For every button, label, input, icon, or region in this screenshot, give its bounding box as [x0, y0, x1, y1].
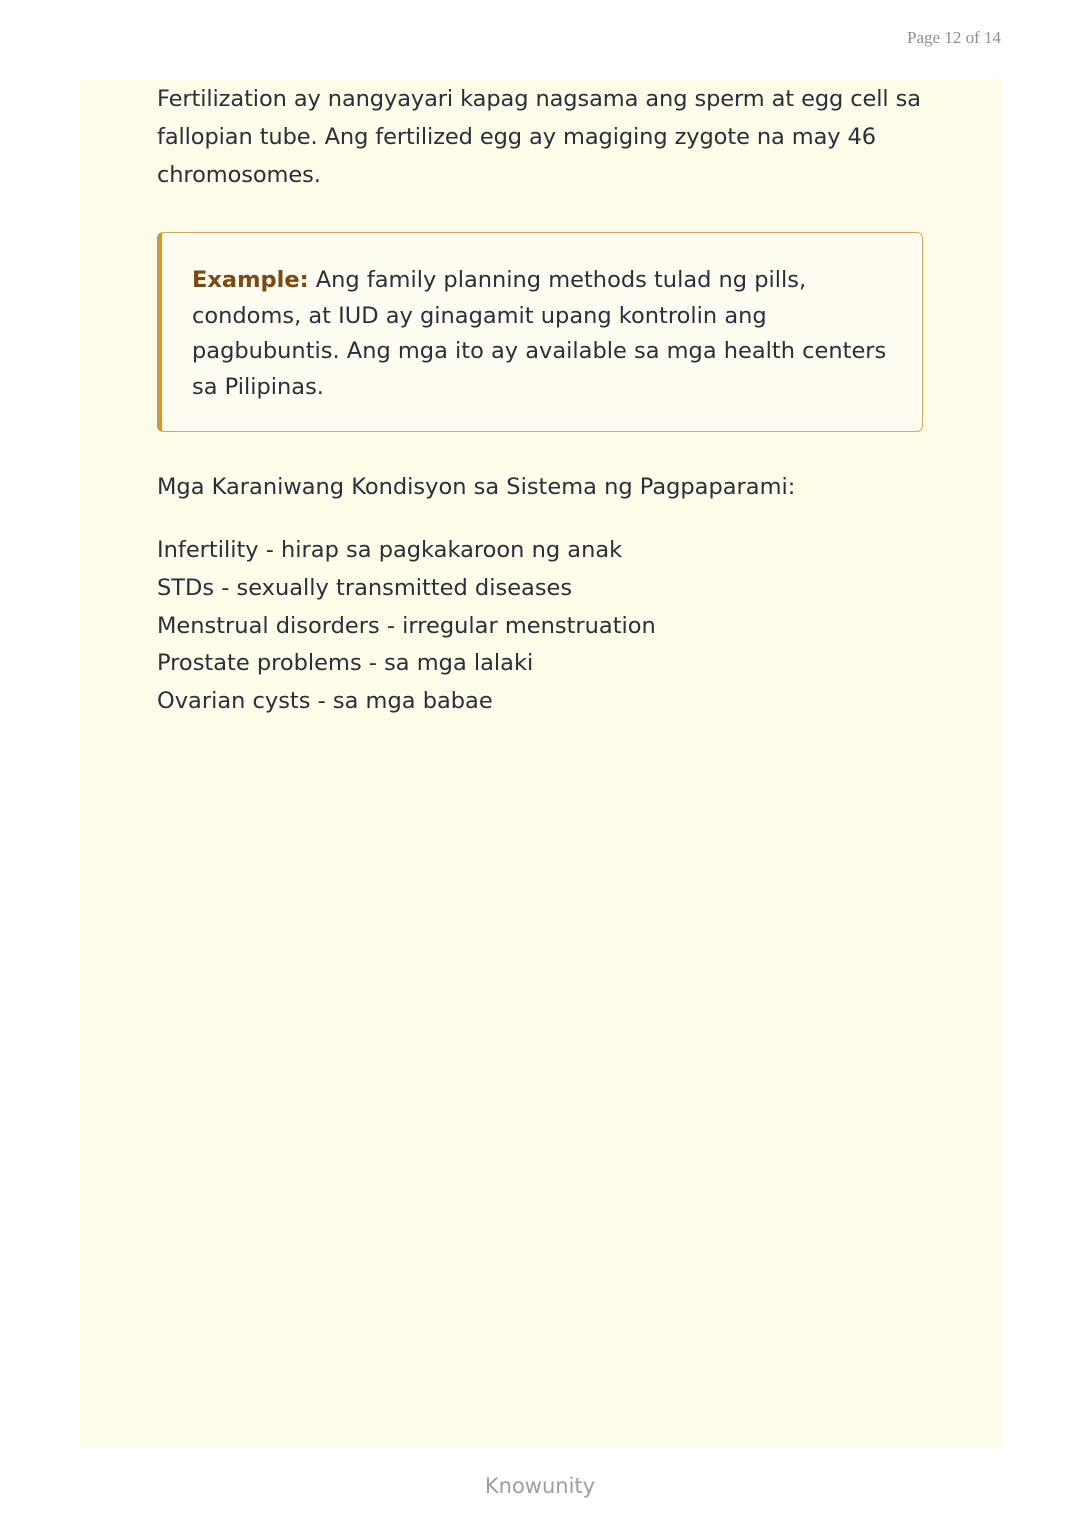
condition-item-menstrual-disorders: Menstrual disorders - irregular menstruation	[157, 612, 656, 639]
condition-item-ovarian-cysts: Ovarian cysts - sa mga babae	[157, 688, 493, 715]
page-number: Page 12 of 14	[907, 28, 1001, 47]
condition-item-prostate-problems: Prostate problems - sa mga lalaki	[157, 650, 534, 677]
footer-brand: Knowunity	[484, 1474, 596, 1498]
example-text	[192, 263, 894, 405]
conditions-list	[157, 532, 924, 721]
example-body: Ang family planning methods tulad ng pills, condoms, at IUD ay ginagamit upang kontrolin ang pagbubuntis. Ang mga ito ay available sa mga health centers sa Pilipinas.	[192, 267, 887, 400]
condition-item-infertility: Infertility - hirap sa pagkakaroon ng anak	[157, 537, 623, 563]
example-callout	[157, 232, 923, 432]
condition-item-stds: STDs - sexually transmitted diseases	[157, 574, 573, 601]
conditions-heading: Mga Karaniwang Kondisyon sa Sistema ng Pagpaparami:	[157, 474, 796, 500]
content-panel	[79, 79, 1002, 1447]
intro-paragraph: Fertilization ay nangyayari kapag nagsama ang sperm at egg cell sa fallopian tube. Ang fertilized egg ay magiging zygote na may 46 chromosomes.	[157, 86, 921, 188]
example-label: Example:	[192, 267, 309, 293]
